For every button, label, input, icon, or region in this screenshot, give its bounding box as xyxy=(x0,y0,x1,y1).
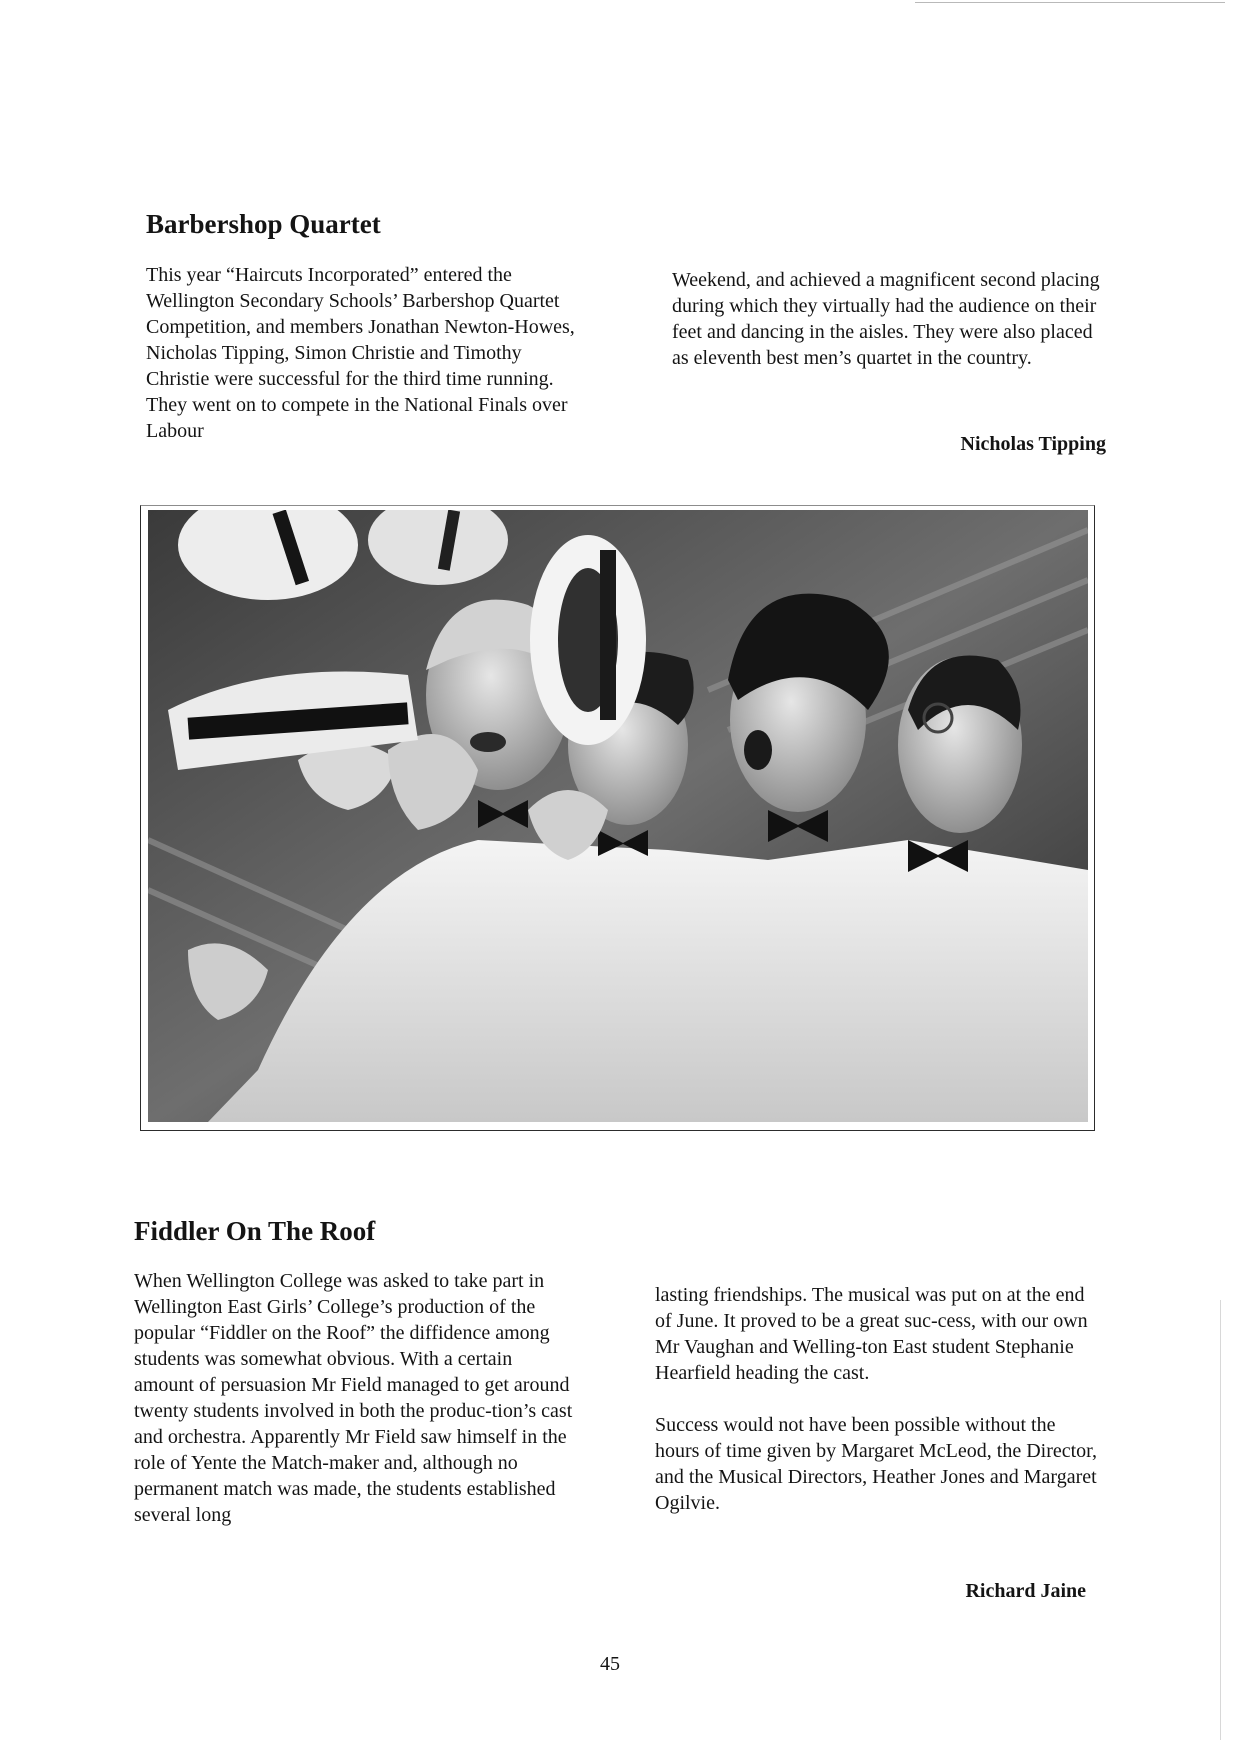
fiddler-paragraph-1: When Wellington College was asked to take part in Wellington East Girls’ College’s production of the popular “Fiddler on the Roof” the diffidence among students was somewhat obvious. With a certain amount of persuasion Mr Field managed to get around twenty students involved in both the produc-tion’s cast and orchestra. Apparently Mr Field saw himself in the role of Yente the Match-maker and, although no permanent match was made, the students established several long xyxy=(134,1270,573,1526)
top-edge-rule xyxy=(915,2,1225,3)
fiddler-column-right xyxy=(655,1282,1100,1516)
barbershop-author: Nicholas Tipping xyxy=(960,433,1106,455)
barbershop-paragraph-2: Weekend, and achieved a magnificent second placing during which they virtually had the audience on their feet and dancing in the aisles. They were also placed as eleventh best men’s quartet in the country. xyxy=(672,269,1100,369)
fiddler-paragraph-3: Success would not have been possible without the hours of time given by Margaret McLeod, the Director, and the Musical Directors, Heather Jones and Margaret Ogilvie. xyxy=(655,1414,1098,1514)
barbershop-paragraph-1: This year “Haircuts Incorporated” entered the Wellington Secondary Schools’ Barbershop Quartet Competition, and members Jonathan Newton-Howes, Nicholas Tipping, Simon Christie and Timothy Christie were successful for the third time running. They went on to compete in the National Finals over Labour xyxy=(146,264,575,442)
page-number: 45 xyxy=(600,1653,620,1675)
quartet-photo xyxy=(148,510,1088,1122)
barbershop-heading: Barbershop Quartet xyxy=(146,209,381,239)
barbershop-column-left xyxy=(146,262,584,444)
fiddler-column-left xyxy=(134,1268,574,1528)
fiddler-paragraph-2: lasting friendships. The musical was put on at the end of June. It proved to be a great suc-cess, with our own Mr Vaughan and Welling-ton East student Stephanie Hearfield heading the cast. xyxy=(655,1284,1088,1384)
right-edge-rule xyxy=(1220,1300,1221,1740)
fiddler-author: Richard Jaine xyxy=(965,1580,1086,1602)
barbershop-column-right xyxy=(672,267,1112,371)
fiddler-heading: Fiddler On The Roof xyxy=(134,1216,376,1246)
